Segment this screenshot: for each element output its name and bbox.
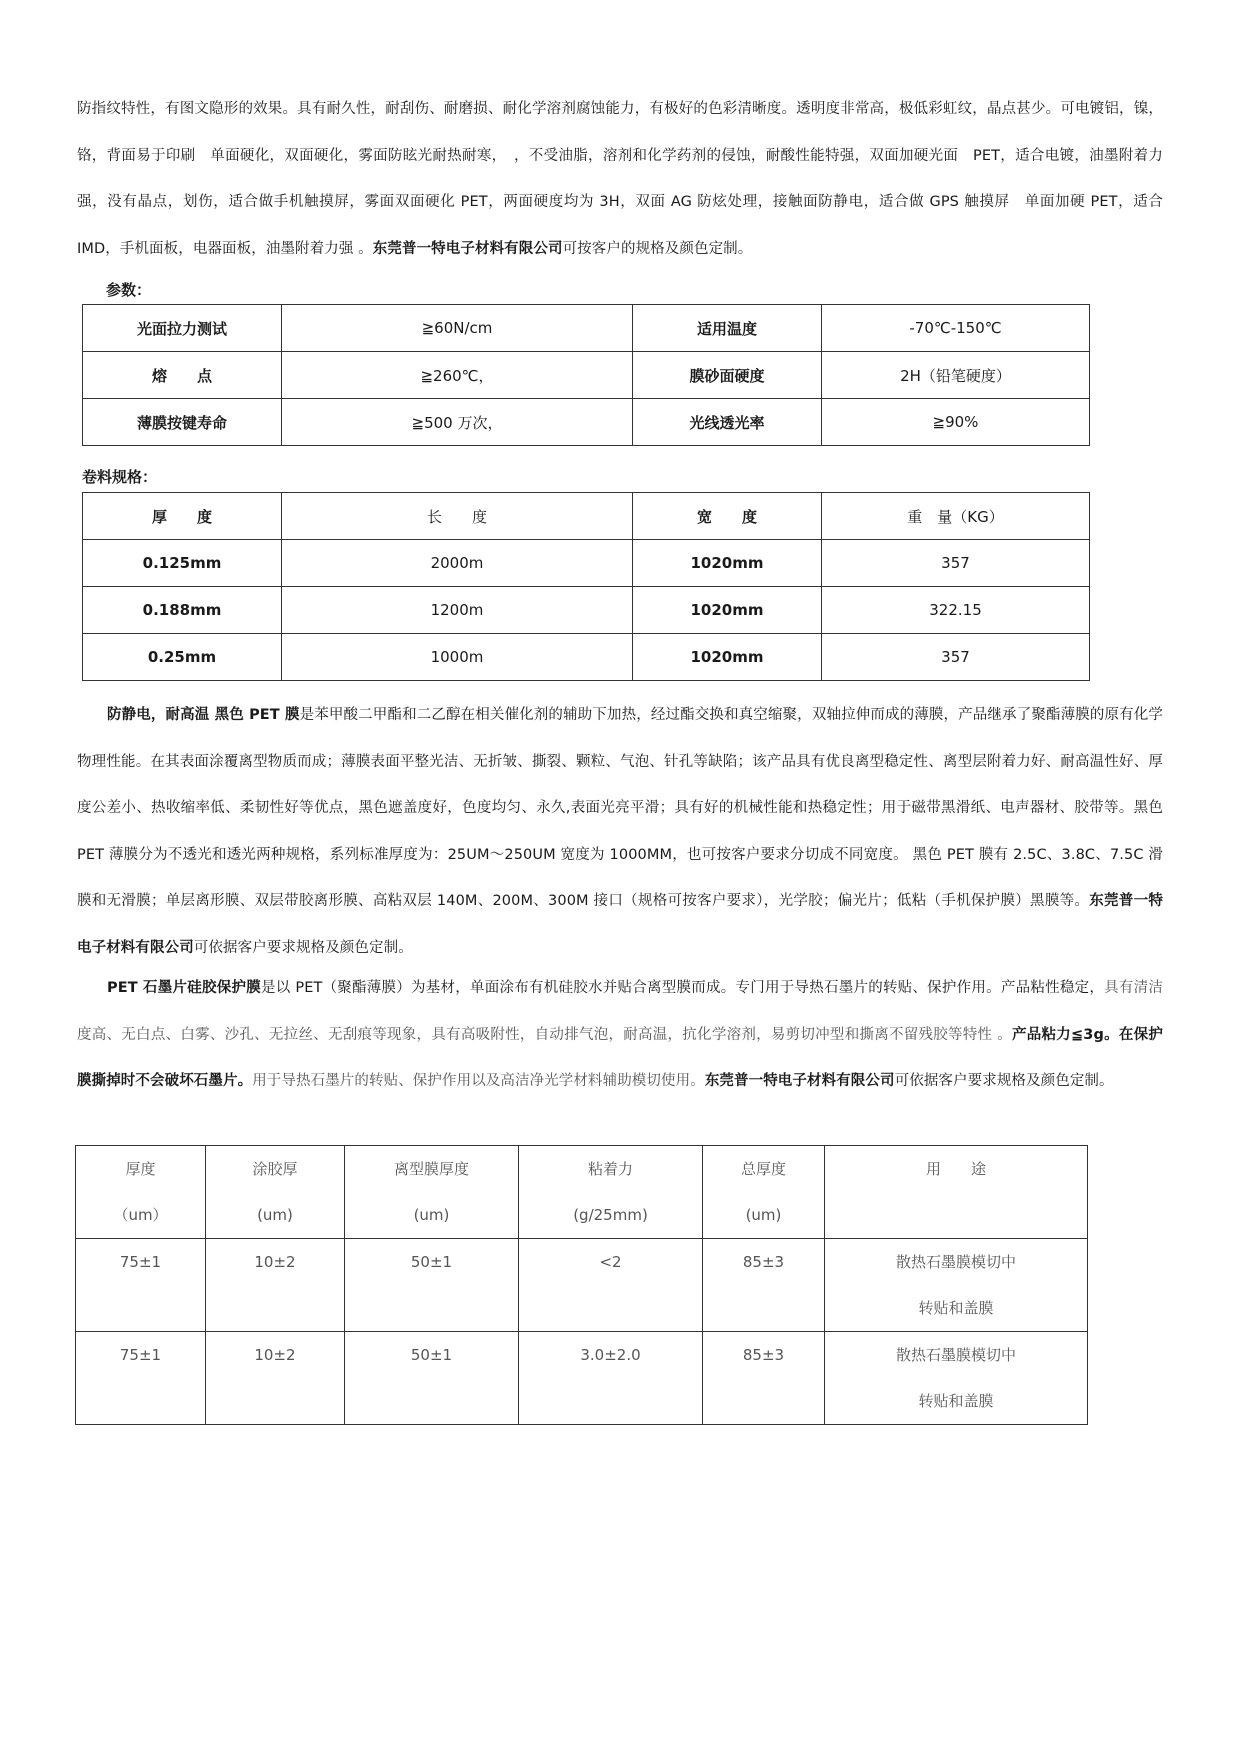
table-cell: 85±3 <box>703 1332 825 1425</box>
param-value: 2H（铅笔硬度） <box>822 352 1090 399</box>
usage-cell: 散热石墨膜模切中 转贴和盖膜 <box>825 1332 1088 1425</box>
param-key: 膜砂面硬度 <box>633 352 822 399</box>
black-pet-paragraph <box>77 692 1163 971</box>
table-cell: 0.25mm <box>83 634 282 681</box>
graphite-lead: PET 石墨片硅胶保护膜 <box>107 980 261 996</box>
table-cell: 1000m <box>282 634 633 681</box>
intro-text: 防指纹特性，有图文隐形的效果。具有耐久性，耐刮伤、耐磨损、耐化学溶剂腐蚀能力，有极好的色彩清晰度。透明度非常高，极低彩虹纹，晶点甚少。可电镀铝，镍，铬，背面易于印刷 单面硬化，双面硬化，雾面防眩光耐热耐寒， ，不受油脂，溶剂和化学药剂的侵蚀，耐酸性能特强，双面加硬光面 PET，适合电镀，油墨附着力强，没有晶点，划伤，适合做手机触摸屏，雾面双面硬化 PET，两面硬度均为 3H，双面 AG 防炫处理，接触面防静电，适合做 GPS 触摸屏 单面加硬 PET，适合 IMD，手机面板，电器面板，油墨附着力强 。 <box>77 101 1163 257</box>
table-cell: 75±1 <box>76 1239 206 1332</box>
table-cell: 1020mm <box>633 587 822 634</box>
column-header: 粘着力 (g/25mm) <box>519 1146 703 1239</box>
graphite-spec-table <box>75 1145 1088 1425</box>
param-key: 光线透光率 <box>633 399 822 446</box>
param-key: 薄膜按键寿命 <box>83 399 282 446</box>
column-header: 涂胶厚 (um) <box>206 1146 345 1239</box>
column-header: 长 度 <box>282 493 633 540</box>
table-row <box>83 634 1090 681</box>
table-row <box>76 1332 1088 1425</box>
graphite-text-gray: 具有清洁度高、无白点、白雾、沙孔、无拉丝、无刮痕等现象，具有高吸附性，自动排气泡，耐高温，抗化学溶剂，易剪切冲型和撕离不留残胶等特性 。 <box>77 980 1163 1043</box>
roll-spec-label: 卷料规格： <box>82 468 158 486</box>
graphite-paragraph <box>77 965 1163 1105</box>
column-header: 厚度 （um） <box>76 1146 206 1239</box>
table-row <box>83 399 1090 446</box>
column-header: 用 途 <box>825 1146 1088 1239</box>
black-pet-lead: 防静电，耐高温 黑色 PET 膜 <box>107 707 300 723</box>
table-row <box>83 540 1090 587</box>
graphite-text-bold: 产品粘力≦3g。在保护膜撕掉时不会破坏石墨片。 <box>77 1026 1163 1089</box>
usage-cell: 散热石墨膜模切中 转贴和盖膜 <box>825 1239 1088 1332</box>
table-cell: 10±2 <box>206 1239 345 1332</box>
table-cell: 85±3 <box>703 1239 825 1332</box>
table-cell: 0.125mm <box>83 540 282 587</box>
company-name: 东莞普一特电子材料有限公司 <box>77 893 1164 956</box>
param-value: ≧90% <box>822 399 1090 446</box>
black-pet-tail: 可依据客户要求规格及颜色定制。 <box>193 939 413 956</box>
param-key: 适用温度 <box>633 305 822 352</box>
param-key: 熔 点 <box>83 352 282 399</box>
intro-tail: 可按客户的规格及颜色定制。 <box>562 240 753 257</box>
table-cell: 50±1 <box>345 1239 519 1332</box>
table-cell: 357 <box>822 634 1090 681</box>
table-row <box>76 1239 1088 1332</box>
graphite-text: 是以 PET（聚酯薄膜）为基材，单面涂布有机硅胶水并贴合离型膜而成。专门用于导热石墨片的转贴、保护作用。产品粘性稳定， <box>261 980 1105 996</box>
column-header: 宽 度 <box>633 493 822 540</box>
table-cell: 322.15 <box>822 587 1090 634</box>
column-header: 厚 度 <box>83 493 282 540</box>
param-key: 光面拉力测试 <box>83 305 282 352</box>
table-cell: 2000m <box>282 540 633 587</box>
table-cell: <2 <box>519 1239 703 1332</box>
table-cell: 3.0±2.0 <box>519 1332 703 1425</box>
table-cell: 75±1 <box>76 1332 206 1425</box>
column-header: 重 量（KG） <box>822 493 1090 540</box>
table-cell: 50±1 <box>345 1332 519 1425</box>
params-label: 参数： <box>106 281 152 299</box>
roll-spec-table <box>82 492 1090 681</box>
black-pet-text: 是苯甲酸二甲酯和二乙醇在相关催化剂的辅助下加热，经过酯交换和真空缩聚，双轴拉伸而成的薄膜，产品继承了聚酯薄膜的原有化学物理性能。在其表面涂覆离型物质而成；薄膜表面平整光洁、无折皱、撕裂、颗粒、气泡、针孔等缺陷；该产品具有优良离型稳定性、离型层附着力好、耐高温性好、厚度公差小、热收缩率低、柔韧性好等优点，黑色遮盖度好，色度均匀、永久,表面光亮平滑；具有好的机械性能和热稳定性；用于磁带黑滑纸、电声器材、胶带等。黑色 PET 薄膜分为不透光和透光两种规格，系列标准厚度为：25UM～250UM 宽度为 1000MM，也可按客户要求分切成不同宽度。 黑色 PET 膜有 2.5C、3.8C、7.5C 滑膜和无滑膜；单层离形膜、双层带胶离形膜、高粘双层 140M、200M、300M 接口（规格可按客户要求），光学胶；偏光片；低粘（手机保护膜）黑膜等。 <box>77 707 1163 909</box>
table-row <box>83 352 1090 399</box>
param-value: ≧500 万次， <box>282 399 633 446</box>
company-name: 东莞普一特电子材料有限公司 <box>704 1073 895 1089</box>
graphite-tail: 可依据客户要求规格及颜色定制。 <box>894 1073 1114 1089</box>
param-value: ≧60N/cm <box>282 305 633 352</box>
table-cell: 1020mm <box>633 540 822 587</box>
table-header-row <box>76 1146 1088 1239</box>
param-value: ≧260℃， <box>282 352 633 399</box>
intro-paragraph <box>77 86 1163 272</box>
table-header-row <box>83 493 1090 540</box>
table-cell: 0.188mm <box>83 587 282 634</box>
column-header: 总厚度 (um) <box>703 1146 825 1239</box>
company-name: 东莞普一特电子材料有限公司 <box>372 240 563 257</box>
param-value: -70℃-150℃ <box>822 305 1090 352</box>
column-header: 离型膜厚度 (um) <box>345 1146 519 1239</box>
table-cell: 10±2 <box>206 1332 345 1425</box>
table-row <box>83 587 1090 634</box>
table-cell: 357 <box>822 540 1090 587</box>
table-row <box>83 305 1090 352</box>
table-cell: 1020mm <box>633 634 822 681</box>
params-table <box>82 304 1090 446</box>
table-cell: 1200m <box>282 587 633 634</box>
graphite-text-gray: 用于导热石墨片的转贴、保护作用以及高洁净光学材料辅助模切使用。 <box>252 1073 705 1089</box>
